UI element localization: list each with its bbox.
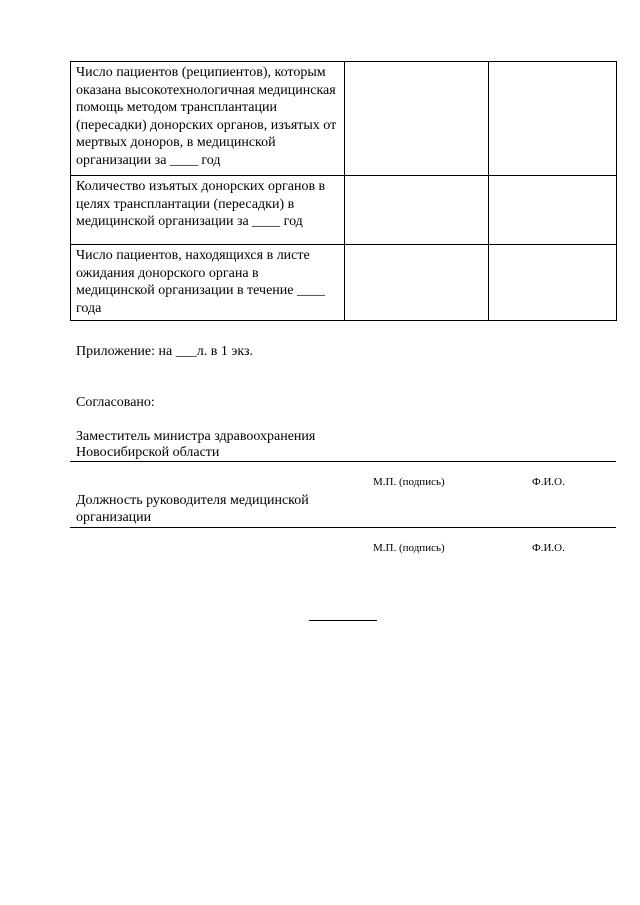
stamp-signature-caption: М.П. (подпись)	[373, 542, 445, 554]
table-row	[71, 62, 617, 176]
table-row	[71, 245, 617, 321]
signature-line	[70, 461, 616, 462]
row-label-recipients: Число пациентов (реципиентов), которым оказана высокотехнологичная медицинская помощь методом трансплантации (пересадки) донорских органов, изъятых от мертвых доноров, в медицинской организации за ____ год	[71, 62, 345, 176]
signatory-title-line2: организации	[76, 510, 152, 525]
row-value-cell	[345, 176, 489, 245]
full-name-caption: Ф.И.О.	[532, 476, 565, 488]
signatory-title-line1: Должность руководителя медицинской	[76, 493, 309, 508]
stamp-signature-caption: М.П. (подпись)	[373, 476, 445, 488]
data-table	[70, 61, 617, 321]
full-name-caption: Ф.И.О.	[532, 542, 565, 554]
row-value-cell	[489, 62, 617, 176]
agreed-label: Согласовано:	[76, 395, 155, 410]
table-row	[71, 176, 617, 245]
signatory-title-line2: Новосибирской области	[76, 445, 220, 460]
row-label-waiting-list: Число пациентов, находящихся в листе ожидания донорского органа в медицинской организации в течение ____ года	[71, 245, 345, 321]
row-value-cell	[345, 245, 489, 321]
attachment-note: Приложение: на ___л. в 1 экз.	[76, 344, 253, 359]
row-value-cell	[489, 245, 617, 321]
row-label-organs: Количество изъятых донорских органов в целях трансплантации (пересадки) в медицинской организации за ____ год	[71, 176, 345, 245]
signature-line	[70, 527, 616, 528]
row-value-cell	[489, 176, 617, 245]
signatory-title-line1: Заместитель министра здравоохранения	[76, 429, 316, 444]
end-separator-line	[309, 620, 377, 621]
row-value-cell	[345, 62, 489, 176]
